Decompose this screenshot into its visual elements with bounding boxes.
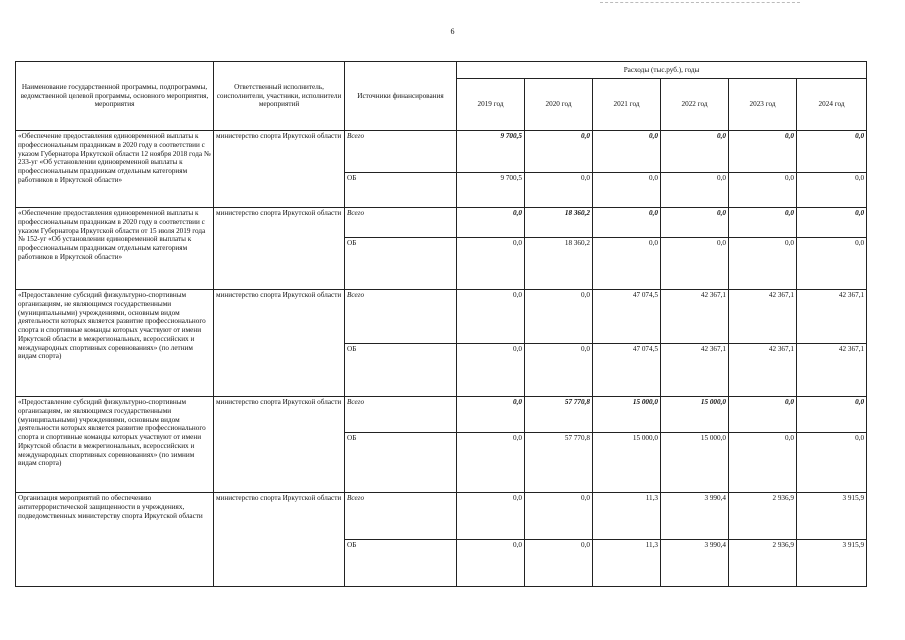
source-ob-label: ОБ bbox=[345, 540, 457, 587]
measure-name: «Обеспечение предоставления единовременной выплаты к профессиональным праздникам в 2020 году в соответствии с указом Губернатора Иркутской области 12 ноября 2018 года № 233-уг «Об установлении единовременной выплаты к профессиональным праздникам отдельным категориям работников в Иркутской области» bbox=[16, 131, 214, 208]
responsible-executor: министерство спорта Иркутской области bbox=[214, 493, 345, 587]
value-cell: 18 360,2 bbox=[525, 208, 593, 238]
header-year: 2022 год bbox=[661, 79, 729, 131]
value-cell: 42 367,1 bbox=[661, 344, 729, 397]
source-total-label: Всего bbox=[345, 397, 457, 433]
value-cell: 0,0 bbox=[661, 173, 729, 208]
header-year: 2020 год bbox=[525, 79, 593, 131]
responsible-executor: министерство спорта Иркутской области bbox=[214, 290, 345, 397]
value-cell: 9 700,5 bbox=[457, 173, 525, 208]
value-cell: 2 936,9 bbox=[729, 493, 797, 540]
value-cell: 0,0 bbox=[797, 397, 867, 433]
source-ob-label: ОБ bbox=[345, 238, 457, 290]
value-cell: 0,0 bbox=[661, 238, 729, 290]
measure-name: «Обеспечение предоставления единовременной выплаты к профессиональным праздникам в 2020 году в соответствии с указом Губернатора Иркутской области от 15 июля 2019 года № 152-уг «Об установлении единовременной выплаты к профессиональным праздникам отдельным категориям работников в Иркутской области» bbox=[16, 208, 214, 290]
value-cell: 2 936,9 bbox=[729, 540, 797, 587]
value-cell: 0,0 bbox=[457, 433, 525, 493]
measure-name: «Предоставление субсидий физкультурно-спортивным организациям, не являющимся государственными (муниципальными) учреждениями, основным видом деятельности которых является развитие профессионального спорта и спортивные команды которых участвуют от имени Иркутской области в межрегиональных, всероссийских и международных спортивных соревнованиях» (по летним видам спорта) bbox=[16, 290, 214, 397]
header-expenses: Расходы (тыс.руб.), годы bbox=[457, 62, 867, 79]
value-cell: 0,0 bbox=[457, 208, 525, 238]
responsible-executor: министерство спорта Иркутской области bbox=[214, 131, 345, 208]
value-cell: 18 360,2 bbox=[525, 238, 593, 290]
scan-artifact-line bbox=[600, 2, 800, 4]
value-cell: 3 990,4 bbox=[661, 493, 729, 540]
value-cell: 57 770,8 bbox=[525, 397, 593, 433]
value-cell: 15 000,0 bbox=[661, 433, 729, 493]
header-responsible: Ответственный исполнитель, соисполнители, участники, исполнители мероприятий bbox=[214, 62, 345, 131]
value-cell: 0,0 bbox=[525, 540, 593, 587]
value-cell: 0,0 bbox=[525, 493, 593, 540]
source-ob-label: ОБ bbox=[345, 173, 457, 208]
value-cell: 0,0 bbox=[593, 173, 661, 208]
value-cell: 0,0 bbox=[457, 540, 525, 587]
value-cell: 0,0 bbox=[797, 238, 867, 290]
value-cell: 0,0 bbox=[729, 397, 797, 433]
table-row bbox=[16, 131, 867, 173]
measure-name: «Предоставление субсидий физкультурно-спортивным организациям, не являющимся государственными (муниципальными) учреждениями, основным видом деятельности которых является развитие профессионального спорта и спортивные команды которых участвуют от имени Иркутской области в межрегиональных, всероссийских и международных спортивных соревнованиях» (по зимним видам спорта) bbox=[16, 397, 214, 493]
table-row bbox=[16, 208, 867, 238]
value-cell: 3 915,9 bbox=[797, 493, 867, 540]
value-cell: 0,0 bbox=[525, 131, 593, 173]
value-cell: 0,0 bbox=[797, 131, 867, 173]
table-row bbox=[16, 397, 867, 433]
value-cell: 0,0 bbox=[525, 290, 593, 344]
value-cell: 47 074,5 bbox=[593, 290, 661, 344]
value-cell: 15 000,0 bbox=[593, 433, 661, 493]
responsible-executor: министерство спорта Иркутской области bbox=[214, 397, 345, 493]
value-cell: 0,0 bbox=[729, 208, 797, 238]
value-cell: 0,0 bbox=[797, 173, 867, 208]
value-cell: 15 000,0 bbox=[593, 397, 661, 433]
value-cell: 0,0 bbox=[457, 397, 525, 433]
value-cell: 0,0 bbox=[593, 208, 661, 238]
budget-table bbox=[15, 61, 867, 587]
source-total-label: Всего bbox=[345, 208, 457, 238]
value-cell: 47 074,5 bbox=[593, 344, 661, 397]
source-total-label: Всего bbox=[345, 493, 457, 540]
header-name: Наименование государственной программы, подпрограммы, ведомственной целевой программы, основного мероприятия, мероприятия bbox=[16, 62, 214, 131]
header-year: 2024 год bbox=[797, 79, 867, 131]
value-cell: 0,0 bbox=[661, 131, 729, 173]
value-cell: 0,0 bbox=[457, 290, 525, 344]
page-number: 6 bbox=[450, 27, 455, 36]
value-cell: 15 000,0 bbox=[661, 397, 729, 433]
table-row bbox=[16, 290, 867, 344]
source-ob-label: ОБ bbox=[345, 344, 457, 397]
value-cell: 11,3 bbox=[593, 540, 661, 587]
source-total-label: Всего bbox=[345, 131, 457, 173]
value-cell: 42 367,1 bbox=[729, 290, 797, 344]
value-cell: 0,0 bbox=[729, 173, 797, 208]
value-cell: 42 367,1 bbox=[797, 344, 867, 397]
value-cell: 0,0 bbox=[661, 208, 729, 238]
value-cell: 0,0 bbox=[525, 173, 593, 208]
value-cell: 0,0 bbox=[593, 131, 661, 173]
value-cell: 0,0 bbox=[457, 493, 525, 540]
value-cell: 42 367,1 bbox=[797, 290, 867, 344]
value-cell: 42 367,1 bbox=[661, 290, 729, 344]
source-ob-label: ОБ bbox=[345, 433, 457, 493]
header-year: 2021 год bbox=[593, 79, 661, 131]
value-cell: 0,0 bbox=[457, 344, 525, 397]
value-cell: 0,0 bbox=[593, 238, 661, 290]
header-source: Источники финансирования bbox=[345, 62, 457, 131]
header-year: 2019 год bbox=[457, 79, 525, 131]
value-cell: 42 367,1 bbox=[729, 344, 797, 397]
value-cell: 57 770,8 bbox=[525, 433, 593, 493]
value-cell: 0,0 bbox=[797, 208, 867, 238]
responsible-executor: министерство спорта Иркутской области bbox=[214, 208, 345, 290]
value-cell: 0,0 bbox=[729, 433, 797, 493]
value-cell: 3 990,4 bbox=[661, 540, 729, 587]
value-cell: 11,3 bbox=[593, 493, 661, 540]
value-cell: 0,0 bbox=[729, 131, 797, 173]
value-cell: 0,0 bbox=[457, 238, 525, 290]
value-cell: 9 700,5 bbox=[457, 131, 525, 173]
source-total-label: Всего bbox=[345, 290, 457, 344]
header-year: 2023 год bbox=[729, 79, 797, 131]
value-cell: 0,0 bbox=[525, 344, 593, 397]
value-cell: 0,0 bbox=[729, 238, 797, 290]
value-cell: 3 915,9 bbox=[797, 540, 867, 587]
measure-name: Организация мероприятий по обеспечению антитеррористической защищенности в учреждениях, подведомственных министерству спорта Иркутской области bbox=[16, 493, 214, 587]
value-cell: 0,0 bbox=[797, 433, 867, 493]
table-row bbox=[16, 493, 867, 540]
